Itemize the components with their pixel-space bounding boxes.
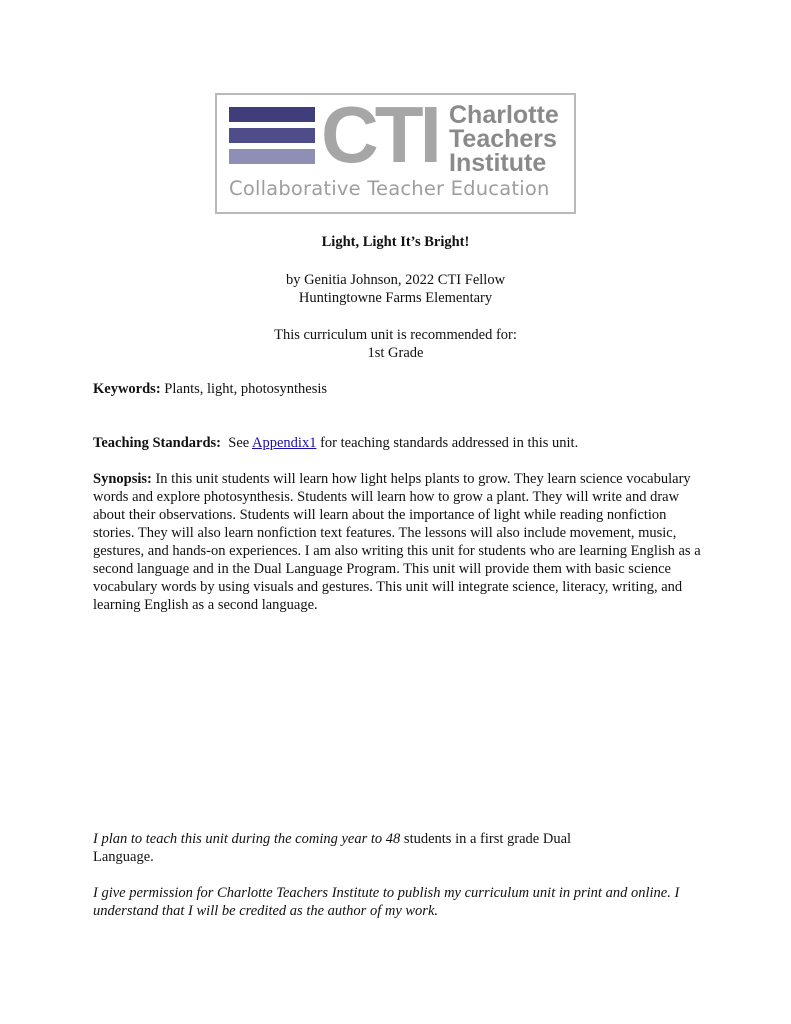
logo-name-line3: Institute <box>449 149 547 177</box>
author-byline: by Genitia Johnson, 2022 CTI Fellow <box>285 272 506 288</box>
keywords-label: Keywords: <box>93 381 161 397</box>
teaching-plan <box>93 830 613 866</box>
keywords-text: Plants, light, photosynthesis <box>160 381 328 397</box>
teaching-standards <box>93 434 713 452</box>
synopsis-label: Synopsis: <box>93 471 152 487</box>
plan-rest: students in a first grade Dual Language. <box>93 831 572 865</box>
synopsis-text: In this unit students will learn how light helps plants to grow. They learn science vocabulary words and explore photosynthesis. Students will learn how to grow a plant. They will write and draw about their observations. Students will learn about the importance of light while reading nonfiction stories. They will also learn nonfiction text features. The lessons will also include movement, music, gestures, and hands-on experiences. I am also writing this unit for students who are learning English as a second language and in the Dual Language Program. This unit will provide them with basic science vocabulary words by using visuals and gestures. This unit will integrate science, literacy, writing, and learning English as a second language. <box>93 471 701 613</box>
standards-pre: See <box>221 435 253 451</box>
recommended-label: This curriculum unit is recommended for: <box>274 327 517 343</box>
logo-name <box>449 103 559 175</box>
logo-bar-light <box>229 149 315 164</box>
standards-post: for teaching standards addressed in this unit. <box>316 435 579 451</box>
grade-level: 1st Grade <box>367 345 424 361</box>
plan-italic: I plan to teach this unit during the coming year to 48 <box>93 831 401 847</box>
logo-bar-dark <box>229 107 315 122</box>
logo-name-line1: Charlotte <box>449 101 559 129</box>
cti-logo <box>215 90 576 214</box>
logo-name-line2: Teachers <box>449 125 557 153</box>
permission-statement: I give permission for Charlotte Teachers Institute to publish my curriculum unit in print and online. I understand that I will be credited as the author of my work. <box>93 885 680 919</box>
keywords <box>93 380 713 398</box>
appendix-link[interactable]: Appendix1 <box>252 435 317 451</box>
logo-bar-mid <box>229 128 315 143</box>
logo-tagline: Collaborative Teacher Education <box>229 177 550 200</box>
standards-label: Teaching Standards: <box>93 435 221 451</box>
synopsis <box>93 470 708 614</box>
logo-acronym: CTI <box>321 90 438 179</box>
school-name: Huntingtowne Farms Elementary <box>298 290 493 306</box>
unit-title: Light, Light It’s Bright! <box>321 234 470 250</box>
